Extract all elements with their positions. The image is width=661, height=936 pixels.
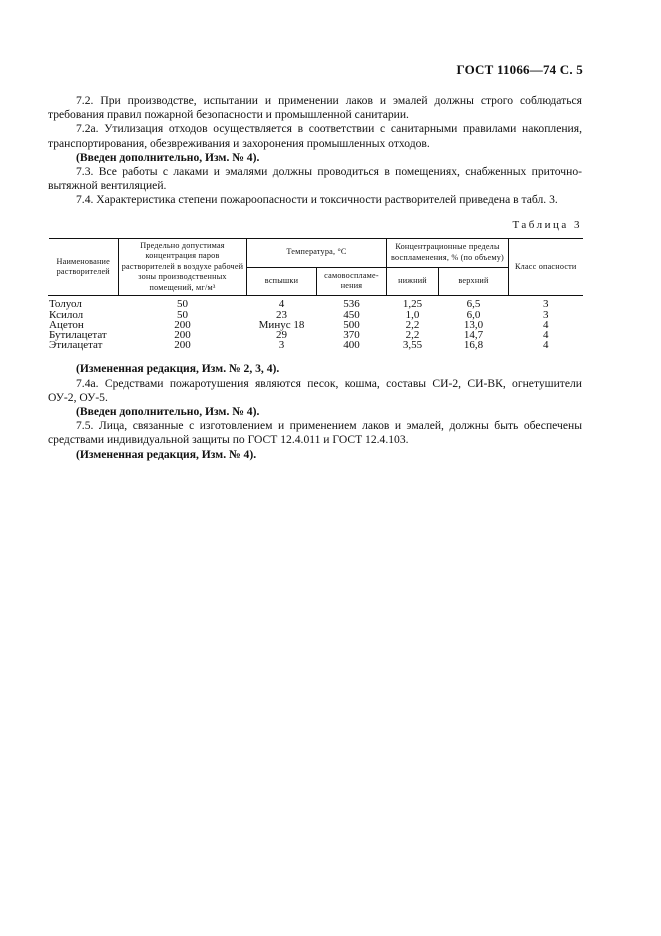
cell-pdk: 200 [174, 318, 191, 331]
cell-hazard: 4 [543, 339, 549, 352]
cell-name: Ксилол [49, 308, 84, 321]
cell-flash: 23 [276, 308, 287, 321]
table-row [49, 310, 583, 320]
cell-upper: 16,8 [463, 339, 484, 352]
paragraph-7-5: 7.5. Лица, связанные с изготовлением и применением лаков и эмалей, должны быть обеспечены средствами индивидуальной защиты по ГОСТ 12.4.011 и ГОСТ 12.4.103. [48, 419, 582, 447]
cell-flash: 4 [278, 298, 285, 311]
cell-hazard: 3 [543, 308, 549, 321]
cell-hazard: 3 [543, 298, 549, 311]
cell-auto: 500 [343, 318, 360, 331]
cell-lower: 3,55 [402, 339, 423, 352]
header-autoignition: самовоспламе-нения [317, 267, 387, 296]
cell-hazard: 4 [543, 318, 549, 331]
table-row [49, 320, 583, 330]
solvent-table [48, 238, 583, 351]
header-name: Наименование растворителей [49, 238, 119, 296]
cell-upper: 6,0 [466, 308, 481, 321]
cell-pdk: 50 [177, 308, 188, 321]
cell-name: Толуол [49, 298, 82, 311]
cell-lower: 2,2 [405, 318, 420, 331]
header-temperature: Температура, °С [247, 238, 387, 267]
paragraph-7-4: 7.4. Характеристика степени пожароопасности и токсичности растворителей приведена в табл. 3. [76, 193, 558, 207]
paragraph-7-4a: 7.4а. Средствами пожаротушения являются песок, кошма, составы СИ-2, СИ-ВК, огнетушители ОУ-2, ОУ-5. [48, 376, 582, 404]
cell-name: Этилацетат [49, 339, 103, 352]
cell-hazard: 4 [543, 328, 549, 341]
header-limits: Концентрационные пределы воспламенения, % (по объему) [387, 238, 509, 267]
header-pdk: Предельно допустимая концентрация паров растворителей в воздухе рабочей зоны производственных помещений, мг/м³ [119, 238, 247, 296]
paragraph-7-3: 7.3. Все работы с лаками и эмалями должны проводиться в помещениях, снабженных приточно-вытяжной вентиляцией. [48, 165, 582, 193]
cell-pdk: 200 [174, 339, 191, 352]
paragraph-7-2: 7.2. При производстве, испытании и применении лаков и эмалей должны строго соблюдаться требования правил пожарной безопасности и промышленной санитарии. [48, 94, 582, 122]
document-body [48, 94, 582, 462]
amendment-note: (Измененная редакция, Изм. № 4). [76, 447, 257, 461]
header-flash: вспышки [247, 267, 317, 296]
cell-auto: 450 [343, 308, 360, 321]
cell-flash: 3 [278, 339, 285, 352]
cell-upper: 14,7 [463, 328, 484, 341]
cell-pdk: 200 [174, 328, 191, 341]
table-row [49, 340, 583, 350]
header-upper: верхний [439, 267, 509, 296]
table-caption: Таблица 3 [512, 218, 582, 231]
amendment-note: (Введен дополнительно, Изм. № 4). [76, 404, 260, 418]
cell-flash: Минус 18 [258, 318, 305, 331]
paragraph-7-2a: 7.2а. Утилизация отходов осуществляется в соответствии с санитарными правилами накопления, транспортирования, обезвреживания и захоронения промышленных отходов. [48, 122, 582, 150]
page-header: ГОСТ 11066—74 С. 5 [456, 62, 583, 77]
cell-lower: 1,0 [405, 308, 420, 321]
cell-name: Ацетон [49, 318, 84, 331]
cell-lower: 2,2 [405, 328, 420, 341]
amendment-note: (Введен дополнительно, Изм. № 4). [76, 150, 260, 164]
cell-lower: 1,25 [402, 298, 423, 311]
header-lower: нижний [387, 267, 439, 296]
cell-name: Бутилацетат [49, 328, 107, 341]
cell-pdk: 50 [177, 298, 188, 311]
cell-auto: 400 [343, 339, 360, 352]
table-row [49, 296, 583, 310]
cell-flash: 29 [276, 328, 287, 341]
cell-upper: 13,0 [463, 318, 484, 331]
cell-auto: 536 [343, 298, 360, 311]
amendment-note: (Измененная редакция, Изм. № 2, 3, 4). [76, 362, 280, 376]
header-hazard: Класс опасности [509, 238, 583, 296]
cell-auto: 370 [343, 328, 360, 341]
table-row [49, 330, 583, 340]
cell-upper: 6,5 [466, 298, 481, 311]
